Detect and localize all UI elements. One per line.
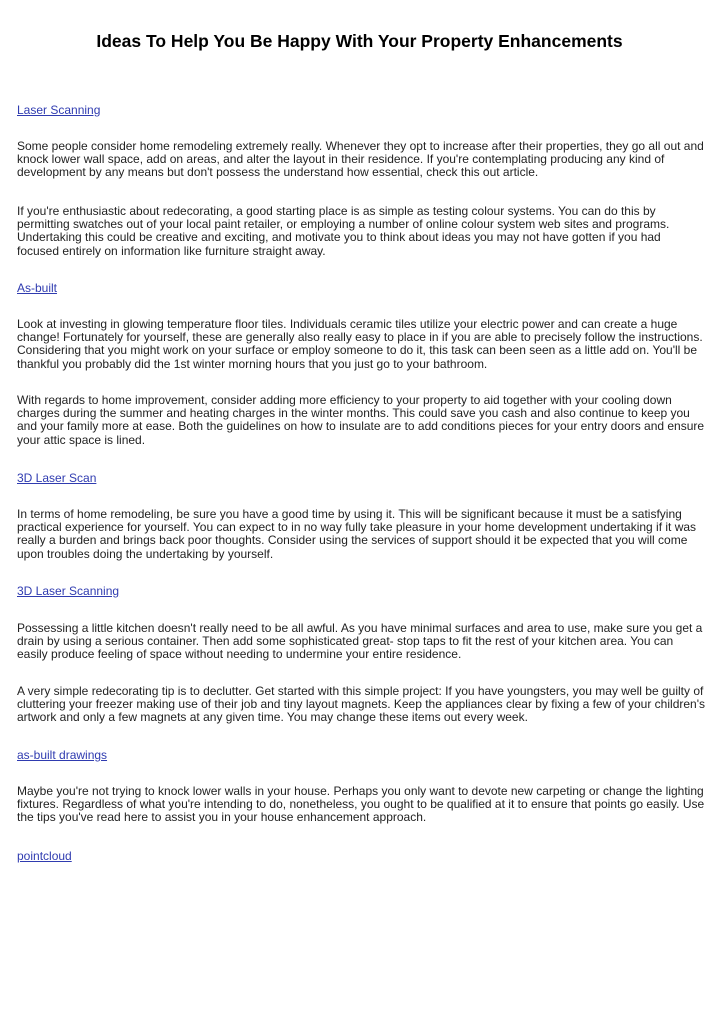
link-pointcloud[interactable]: pointcloud <box>17 849 72 863</box>
paragraph-4: With regards to home improvement, consider adding more efficiency to your property to aid together with your cooling down charges during the summer and heating charges in the winter months. This could save you cash and also continue to keep you and your family more at ease. Both the guidelines on how to insulate are to add conditions pieces for your entry doors and ensure your attic space is lined. <box>17 393 705 447</box>
paragraph-7: A very simple redecorating tip is to declutter. Get started with this simple project: If you have youngsters, you may well be guilty of cluttering your freezer making use of their job and tiny layout magnets. Keep the appliances clear by fixing a few of your children's artwork and only a few magnets at any given time. You may change these items out every week. <box>17 684 705 725</box>
paragraph-3: Look at investing in glowing temperature floor tiles. Individuals ceramic tiles utilize your electric power and can create a huge change! Fortunately for yourself, these are generally also really easy to place in if you are able to precisely follow the instructions. Considering that you might work on your surface or employ someone to do it, this task can been seen as a little add on. You'll be thankful you probably did the 1st winter morning hours that you just go to your bathroom. <box>17 317 703 371</box>
paragraph-5: In terms of home remodeling, be sure you have a good time by using it. This will be significant because it must be a satisfying practical experience for yourself. You can expect to in no way fully take pleasure in your home development undertaking if it was really a burden and brings back poor thoughts. Consider using the services of support should it be expected that you will come upon troubles doing the undertaking by yourself. <box>17 507 697 561</box>
page-title: Ideas To Help You Be Happy With Your Property Enhancements <box>96 31 623 51</box>
link-as-built[interactable]: As-built <box>17 281 58 295</box>
paragraph-2: If you're enthusiastic about redecorating, a good starting place is as simple as testing colour systems. You can do this by permitting swatches out of your local paint retailer, or employing a number of online colour system web sites and programs. Undertaking this could be creative and exciting, and motivate you to think about ideas you may not have gotten if you had focused entirely on information like furniture straight away. <box>17 204 670 258</box>
link-3d-laser-scan[interactable]: 3D Laser Scan <box>17 471 97 485</box>
paragraph-1: Some people consider home remodeling extremely really. Whenever they opt to increase after their properties, they go all out and knock lower wall space, add on areas, and alter the layout in their residence. If you're contemplating producing any kind of development by any means but don't possess the understand how essential, check this out article. <box>17 139 704 180</box>
link-as-built-drawings[interactable]: as-built drawings <box>17 748 108 762</box>
paragraph-8: Maybe you're not trying to knock lower walls in your house. Perhaps you only want to devote new carpeting or change the lighting fixtures. Regardless of what you're intending to do, nonetheless, you ought to be qualified at it to ensure that points go easily. Use the tips you've read here to assist you in your house enhancement approach. <box>17 784 705 825</box>
link-laser-scanning[interactable]: Laser Scanning <box>17 103 101 117</box>
link-3d-laser-scanning[interactable]: 3D Laser Scanning <box>17 584 120 598</box>
paragraph-6: Possessing a little kitchen doesn't really need to be all awful. As you have minimal surfaces and area to use, make sure you get a drain by using a serious container. Then add some sophisticated great- stop taps to fit the rest of your kitchen area. You can easily produce feeling of space without needing to undermine your entire residence. <box>17 621 703 662</box>
